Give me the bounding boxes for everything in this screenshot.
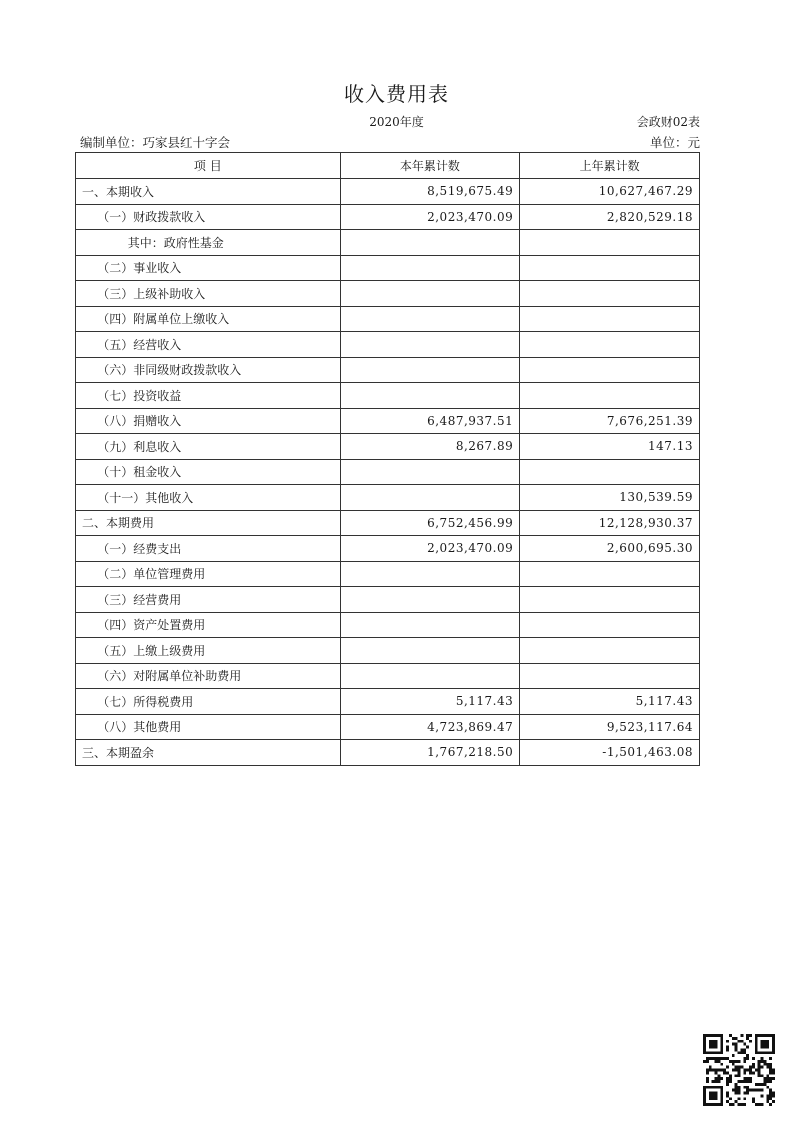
row-current-value <box>340 332 520 358</box>
row-item-label: （七）投资收益 <box>76 383 341 409</box>
row-item-label: 二、本期费用 <box>76 510 341 536</box>
qr-code-icon <box>703 1034 775 1106</box>
header-current-year: 本年累计数 <box>340 153 520 179</box>
row-item-label: （三）上级补助收入 <box>76 281 341 307</box>
row-previous-value: 5,117.43 <box>520 689 700 715</box>
row-item-label: （一）财政拨款收入 <box>76 204 341 230</box>
row-item-label: 其中：政府性基金 <box>76 230 341 256</box>
row-current-value: 8,267.89 <box>340 434 520 460</box>
row-current-value: 5,117.43 <box>340 689 520 715</box>
table-row <box>76 714 700 740</box>
table-row <box>76 663 700 689</box>
row-current-value <box>340 587 520 613</box>
row-current-value: 2,023,470.09 <box>340 204 520 230</box>
table-row <box>76 179 700 205</box>
row-previous-value <box>520 230 700 256</box>
header-item: 项 目 <box>76 153 341 179</box>
form-number: 会政财02表 <box>636 115 700 129</box>
row-previous-value <box>520 281 700 307</box>
row-current-value: 1,767,218.50 <box>340 740 520 766</box>
table-row <box>76 383 700 409</box>
row-current-value: 6,752,456.99 <box>340 510 520 536</box>
row-previous-value <box>520 306 700 332</box>
table-row <box>76 281 700 307</box>
table-row <box>76 612 700 638</box>
row-previous-value: -1,501,463.08 <box>520 740 700 766</box>
table-row <box>76 485 700 511</box>
table-row <box>76 587 700 613</box>
row-current-value <box>340 485 520 511</box>
table-row <box>76 459 700 485</box>
row-item-label: （五）经营收入 <box>76 332 341 358</box>
table-row <box>76 230 700 256</box>
row-current-value <box>340 281 520 307</box>
row-current-value <box>340 255 520 281</box>
table-row <box>76 510 700 536</box>
row-item-label: （四）资产处置费用 <box>76 612 341 638</box>
table-row <box>76 408 700 434</box>
table-row <box>76 740 700 766</box>
row-previous-value <box>520 255 700 281</box>
row-previous-value <box>520 561 700 587</box>
row-previous-value <box>520 587 700 613</box>
header-previous-year: 上年累计数 <box>520 153 700 179</box>
row-previous-value <box>520 383 700 409</box>
row-previous-value: 12,128,930.37 <box>520 510 700 536</box>
table-header-row <box>76 153 700 179</box>
row-item-label: （三）经营费用 <box>76 587 341 613</box>
row-current-value <box>340 306 520 332</box>
fiscal-year: 2020年度 <box>369 115 424 129</box>
row-current-value <box>340 357 520 383</box>
row-previous-value: 130,539.59 <box>520 485 700 511</box>
row-previous-value <box>520 612 700 638</box>
row-previous-value <box>520 459 700 485</box>
row-current-value <box>340 638 520 664</box>
row-current-value: 2,023,470.09 <box>340 536 520 562</box>
row-current-value <box>340 663 520 689</box>
row-current-value <box>340 230 520 256</box>
row-item-label: （十）租金收入 <box>76 459 341 485</box>
row-item-label: （八）其他费用 <box>76 714 341 740</box>
row-previous-value: 2,600,695.30 <box>520 536 700 562</box>
row-item-label: （十一）其他收入 <box>76 485 341 511</box>
row-item-label: （八）捐赠收入 <box>76 408 341 434</box>
income-expense-table <box>75 152 700 766</box>
row-item-label: （六）对附属单位补助费用 <box>76 663 341 689</box>
row-item-label: （六）非同级财政拨款收入 <box>76 357 341 383</box>
row-item-label: 一、本期收入 <box>76 179 341 205</box>
table-row <box>76 255 700 281</box>
row-previous-value: 147.13 <box>520 434 700 460</box>
row-current-value: 6,487,937.51 <box>340 408 520 434</box>
row-item-label: （二）事业收入 <box>76 255 341 281</box>
row-current-value: 4,723,869.47 <box>340 714 520 740</box>
row-previous-value: 7,676,251.39 <box>520 408 700 434</box>
row-item-label: （五）上缴上级费用 <box>76 638 341 664</box>
row-current-value <box>340 561 520 587</box>
table-row <box>76 306 700 332</box>
table-row <box>76 638 700 664</box>
row-item-label: （一）经费支出 <box>76 536 341 562</box>
row-previous-value: 9,523,117.64 <box>520 714 700 740</box>
table-row <box>76 332 700 358</box>
row-previous-value <box>520 332 700 358</box>
table-row <box>76 357 700 383</box>
table-row <box>76 434 700 460</box>
table-row <box>76 204 700 230</box>
row-item-label: （九）利息收入 <box>76 434 341 460</box>
row-item-label: （四）附属单位上缴收入 <box>76 306 341 332</box>
table-row <box>76 536 700 562</box>
table-row <box>76 689 700 715</box>
row-previous-value <box>520 663 700 689</box>
currency-unit: 单位：元 <box>649 135 700 150</box>
row-previous-value: 2,820,529.18 <box>520 204 700 230</box>
row-previous-value: 10,627,467.29 <box>520 179 700 205</box>
row-previous-value <box>520 638 700 664</box>
row-current-value <box>340 612 520 638</box>
row-item-label: （七）所得税费用 <box>76 689 341 715</box>
table-row <box>76 561 700 587</box>
row-current-value <box>340 459 520 485</box>
row-current-value <box>340 383 520 409</box>
compiling-unit: 编制单位：巧家县红十字会 <box>80 135 231 150</box>
row-previous-value <box>520 357 700 383</box>
row-item-label: 三、本期盈余 <box>76 740 341 766</box>
document-title: 收入费用表 <box>344 82 449 106</box>
row-current-value: 8,519,675.49 <box>340 179 520 205</box>
row-item-label: （二）单位管理费用 <box>76 561 341 587</box>
